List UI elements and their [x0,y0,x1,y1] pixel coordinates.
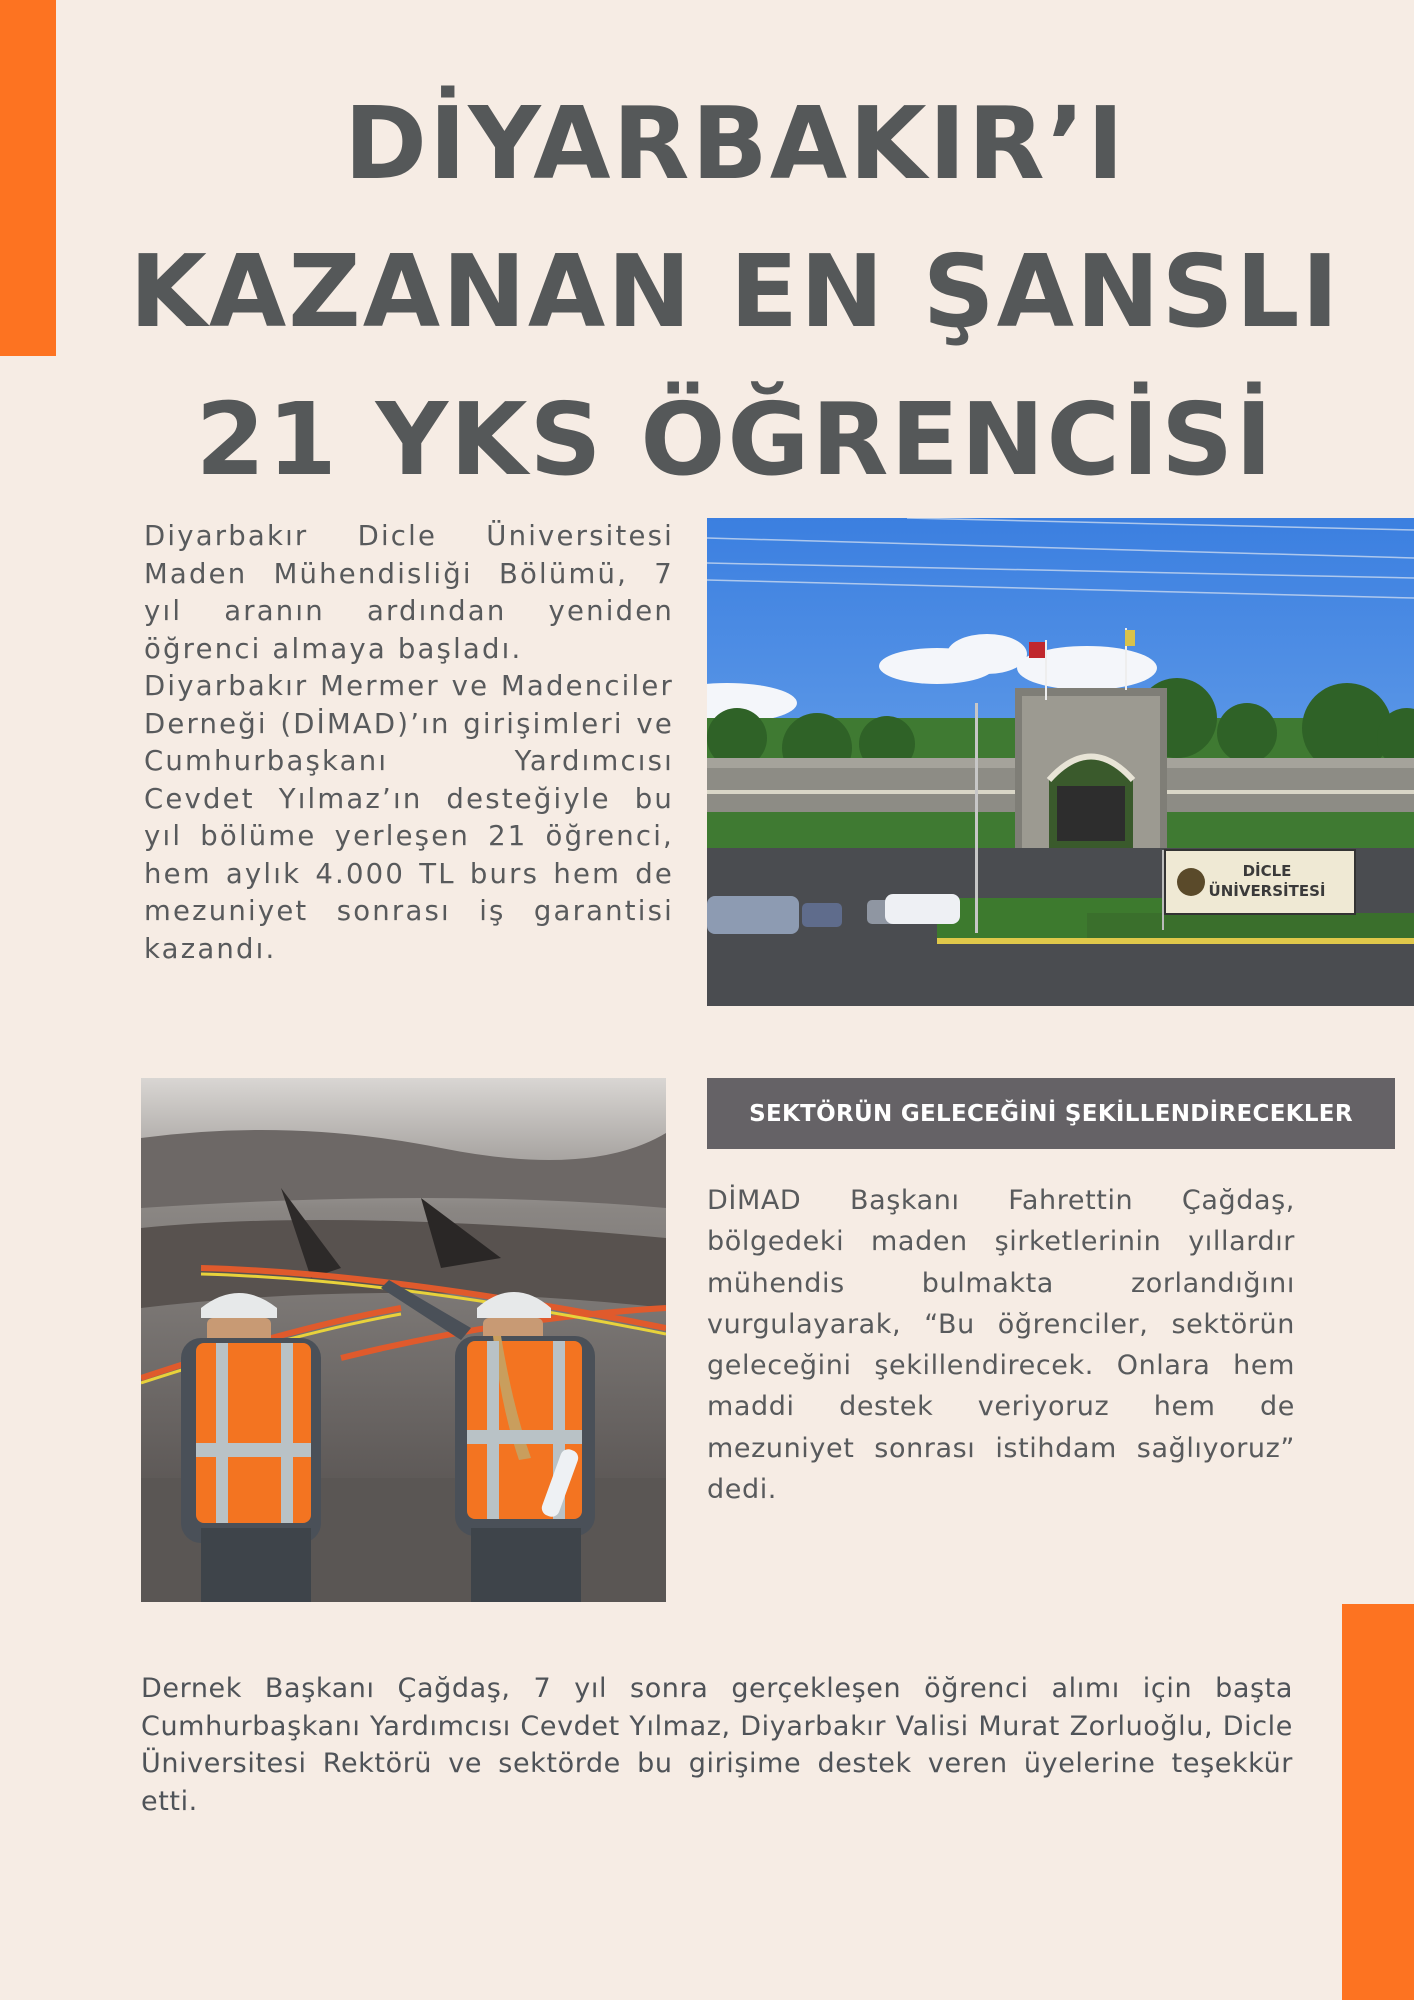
orange-accent-bar-top [0,0,56,356]
university-gate-photo [707,518,1414,1006]
intro-paragraph-2: Diyarbakır Mermer ve Madenciler Derneği (DİMAD)’ın girişimleri ve Cumhurbaşkanı Yardımcısı Cevdet Yılmaz’ın desteğiyle bu yıl bölüme yerleşen 21 öğrenci, hem aylık 4.000 TL burs hem de mezuniyet sonrası iş garantisi kazandı. [144,670,674,965]
title-line-3: 21 YKS ÖĞRENCİSİ [195,381,1275,498]
orange-accent-bar-bottom [1342,1604,1414,2000]
page-title [120,70,1350,514]
mine-workers-photo [141,1078,666,1602]
campus-sign-line-1: DİCLE [1242,862,1292,880]
section-heading: SEKTÖRÜN GELECEĞİNİ ŞEKİLLENDİRECEKLER [707,1078,1395,1149]
section-body: DİMAD Başkanı Fahrettin Çağdaş, bölgedeki maden şirketlerinin yıllardır mühendis bulmakta zorlandığını vurgulayarak, “Bu öğrenciler, sektörün geleceğini şekillendirecek. Onlara hem maddi destek veriyoruz hem de mezuniyet sonrası istihdam sağlıyoruz” dedi. [707,1185,1295,1506]
title-line-2: KAZANAN EN ŞANSLI [129,233,1341,350]
intro-paragraph-1: Diyarbakır Dicle Üniversitesi Maden Mühendisliği Bölümü, 7 yıl aranın ardından yeniden öğrenci almaya başladı. [144,520,674,665]
closing-paragraph: Dernek Başkanı Çağdaş, 7 yıl sonra gerçekleşen öğrenci alımı için başta Cumhurbaşkanı Yardımcısı Cevdet Yılmaz, Diyarbakır Valisi Murat Zorluoğlu, Dicle Üniversitesi Rektörü ve sektörde bu girişime destek veren üyelerine teşekkür etti. [141,1673,1293,1817]
title-line-1: DİYARBAKIR’I [344,85,1126,202]
intro-text [144,518,674,968]
campus-sign-line-2: ÜNİVERSİTESİ [1208,882,1326,900]
